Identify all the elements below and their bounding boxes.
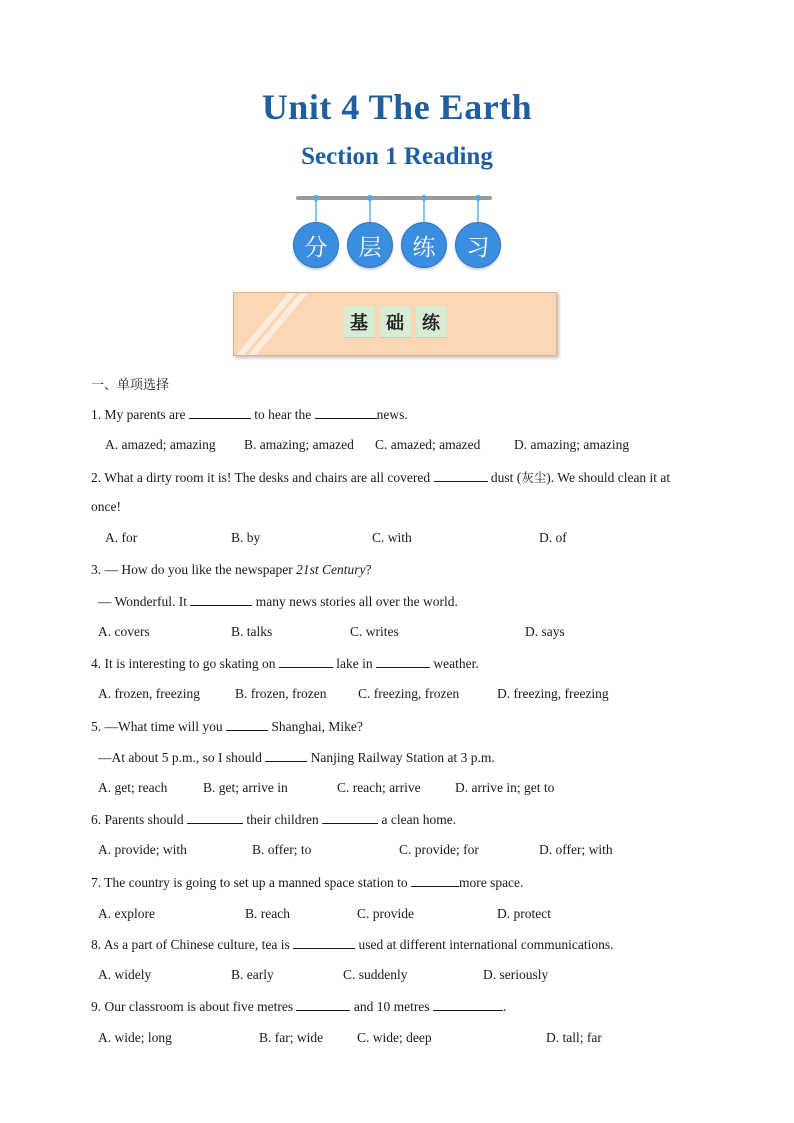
banner-char: 练	[416, 306, 447, 338]
badge-lian: 练	[401, 222, 447, 268]
option-d: D. seriously	[483, 967, 549, 982]
option-d: D. amazing; amazing	[514, 437, 630, 452]
badge-string	[315, 198, 317, 224]
badge-pin	[313, 195, 319, 201]
badge-pin	[421, 195, 427, 201]
option-b: B. amazing; amazed	[244, 437, 354, 452]
option-b: B. offer; to	[252, 842, 312, 857]
question-2-cont: once!	[91, 499, 121, 514]
option-c: C. amazed; amazed	[375, 437, 481, 452]
option-a: A. wide; long	[98, 1030, 172, 1045]
option-b: B. frozen, frozen	[235, 686, 327, 701]
option-c: C. provide; for	[399, 842, 479, 857]
badge-string	[369, 198, 371, 224]
badge-xi: 习	[455, 222, 501, 268]
option-a: A. get; reach	[98, 780, 168, 795]
question-2: 2. What a dirty room it is! The desks and chairs are all covered dust (灰尘). We should clean it at	[91, 470, 671, 485]
option-d: D. of	[539, 530, 567, 545]
option-b: B. reach	[245, 906, 290, 921]
option-b: B. by	[231, 530, 261, 545]
question-4: 4. It is interesting to go skating on lake in weather.	[91, 656, 479, 671]
option-c: C. wide; deep	[357, 1030, 432, 1045]
option-a: A. provide; with	[98, 842, 187, 857]
badge-string	[423, 198, 425, 224]
banner-char: 基	[344, 306, 375, 338]
option-b: B. far; wide	[259, 1030, 324, 1045]
question-8: 8. As a part of Chinese culture, tea is used at different international communications.	[91, 937, 614, 952]
option-c: C. reach; arrive	[337, 780, 421, 795]
badge-fen: 分	[293, 222, 339, 268]
option-b: B. early	[231, 967, 274, 982]
badge-string	[477, 198, 479, 224]
question-7: 7. The country is going to set up a manned space station to more space.	[91, 875, 524, 890]
question-1: 1. My parents are to hear the news.	[91, 407, 408, 422]
option-d: D. protect	[497, 906, 551, 921]
option-d: D. says	[525, 624, 565, 639]
banner-char: 础	[380, 306, 411, 338]
option-a: A. covers	[98, 624, 150, 639]
badge-pin	[367, 195, 373, 201]
option-a: A. for	[105, 530, 138, 545]
badge-hanger-bar	[296, 196, 492, 200]
option-c: C. suddenly	[343, 967, 408, 982]
level-banner	[233, 292, 557, 356]
question-3-reply: — Wonderful. It many news stories all over the world.	[98, 594, 458, 609]
option-c: C. freezing, frozen	[358, 686, 460, 701]
option-c: C. provide	[357, 906, 414, 921]
option-b: B. get; arrive in	[203, 780, 288, 795]
option-c: C. writes	[350, 624, 399, 639]
option-d: D. tall; far	[546, 1030, 602, 1045]
question-3: 3. — How do you like the newspaper 21st Century?	[91, 562, 372, 577]
banner-chars	[234, 306, 556, 338]
question-9: 9. Our classroom is about five metres and 10 metres .	[91, 999, 507, 1014]
option-a: A. frozen, freezing	[98, 686, 200, 701]
option-a: A. amazed; amazing	[105, 437, 216, 452]
option-d: D. offer; with	[539, 842, 613, 857]
page-subtitle: Section 1 Reading	[301, 143, 493, 170]
question-5-reply: —At about 5 p.m., so I should Nanjing Railway Station at 3 p.m.	[98, 750, 495, 765]
badge-ceng: 层	[347, 222, 393, 268]
question-6: 6. Parents should their children a clean home.	[91, 812, 457, 827]
option-c: C. with	[372, 530, 412, 545]
option-a: A. explore	[98, 906, 155, 921]
badge-pin	[475, 195, 481, 201]
section-heading: 一、单项选择	[91, 378, 170, 393]
option-d: D. arrive in; get to	[455, 780, 555, 795]
page-title: Unit 4 The Earth	[261, 87, 533, 127]
option-b: B. talks	[231, 624, 273, 639]
option-d: D. freezing, freezing	[497, 686, 609, 701]
option-a: A. widely	[98, 967, 152, 982]
question-5: 5. —What time will you Shanghai, Mike?	[91, 719, 363, 734]
